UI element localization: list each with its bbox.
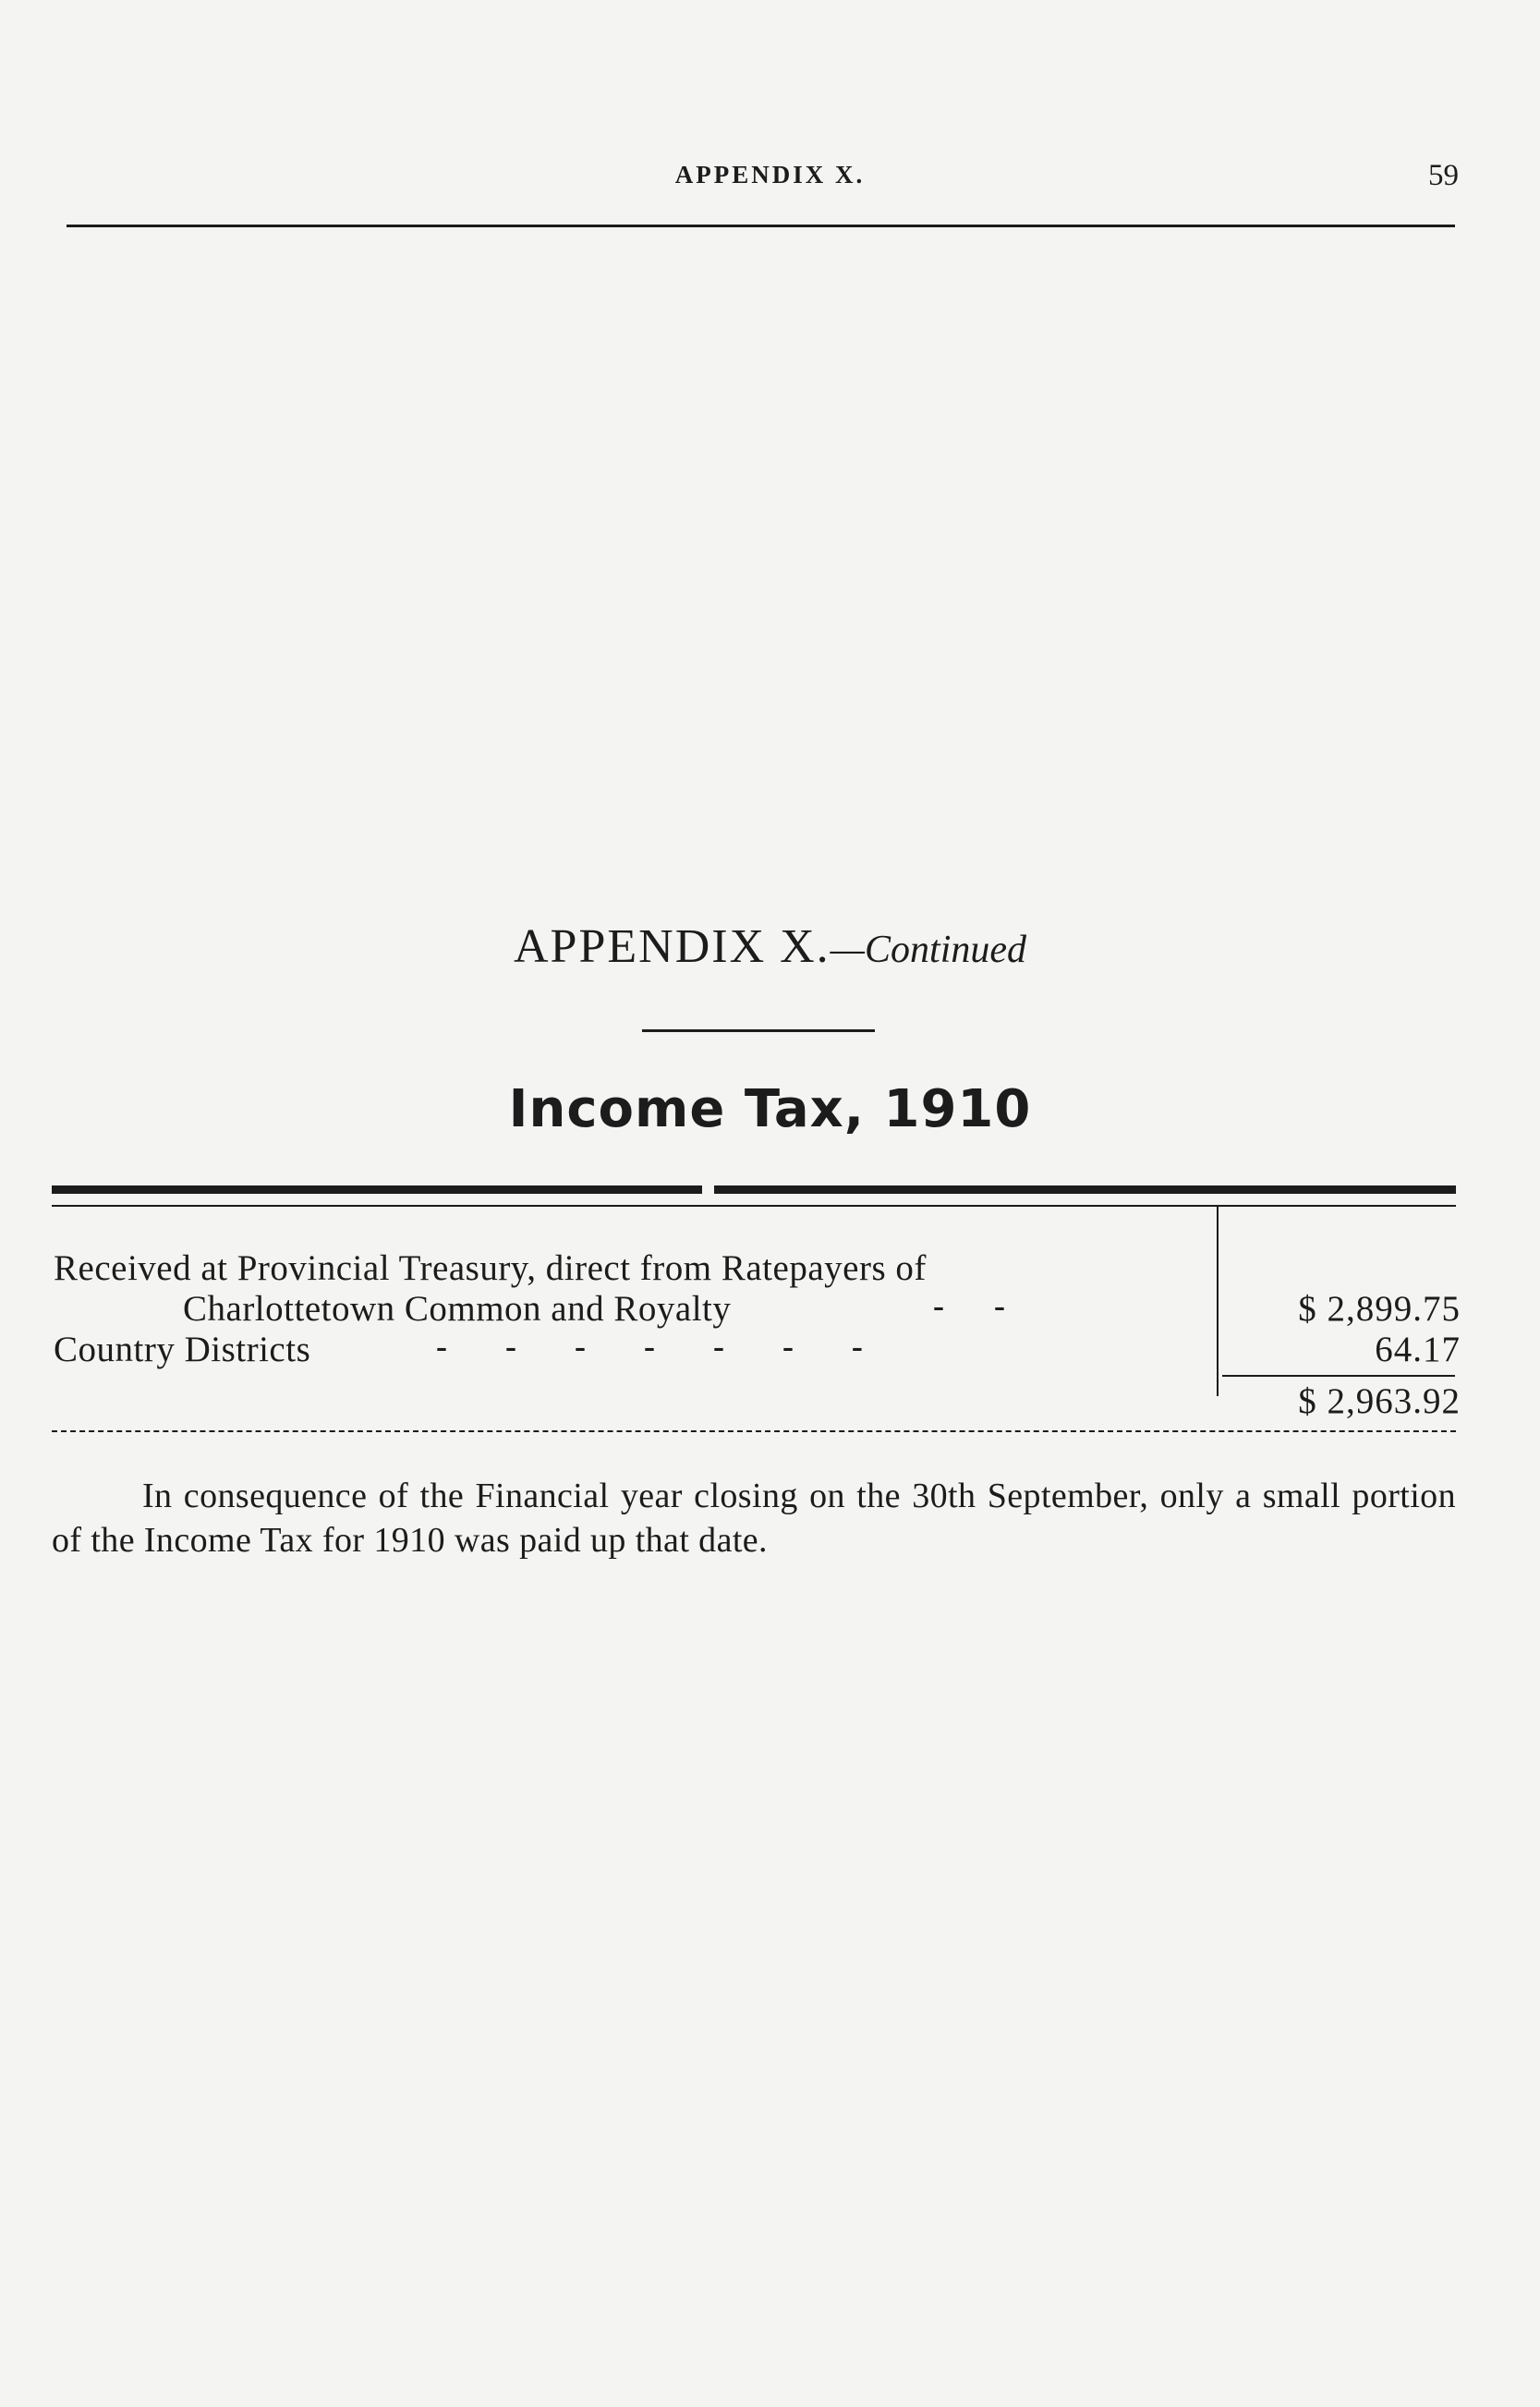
page-number: 59 xyxy=(1428,159,1459,192)
row-label-treasury: Received at Provincial Treasury, direct from Ratepayers of xyxy=(54,1248,927,1288)
table-top-rule-right xyxy=(714,1185,1456,1194)
appendix-title-continued: —Continued xyxy=(830,929,1027,971)
header-rule xyxy=(67,225,1455,227)
table-top-thin-rule xyxy=(52,1205,1456,1207)
running-header xyxy=(0,155,1540,201)
row-label-country-districts: Country Districts xyxy=(54,1330,311,1369)
amount-charlottetown: $ 2,899.75 xyxy=(1298,1289,1461,1329)
amount-column-divider xyxy=(1217,1207,1219,1396)
running-title: APPENDIX X. xyxy=(674,161,866,188)
table-top-rule-left xyxy=(52,1185,702,1194)
row-leaders-country-districts: - - - - - - - xyxy=(436,1328,863,1365)
amount-total: $ 2,963.92 xyxy=(1298,1381,1461,1421)
table-bottom-rule xyxy=(52,1430,1456,1432)
row-label-charlottetown: Charlottetown Common and Royalty xyxy=(183,1289,732,1329)
appendix-title-main: APPENDIX X. xyxy=(513,920,831,973)
row-leaders-charlottetown: - - xyxy=(933,1287,1005,1324)
appendix-title xyxy=(0,919,1540,974)
amount-country-districts: 64.17 xyxy=(1375,1330,1461,1369)
table-title: Income Tax, 1910 xyxy=(508,1079,1032,1139)
title-rule xyxy=(642,1029,875,1032)
sum-rule xyxy=(1222,1375,1455,1377)
explanatory-note: In consequence of the Financial year closing on the 30th September, only a small portion of the Income Tax for 1910 was paid up that date. xyxy=(52,1477,1456,1560)
